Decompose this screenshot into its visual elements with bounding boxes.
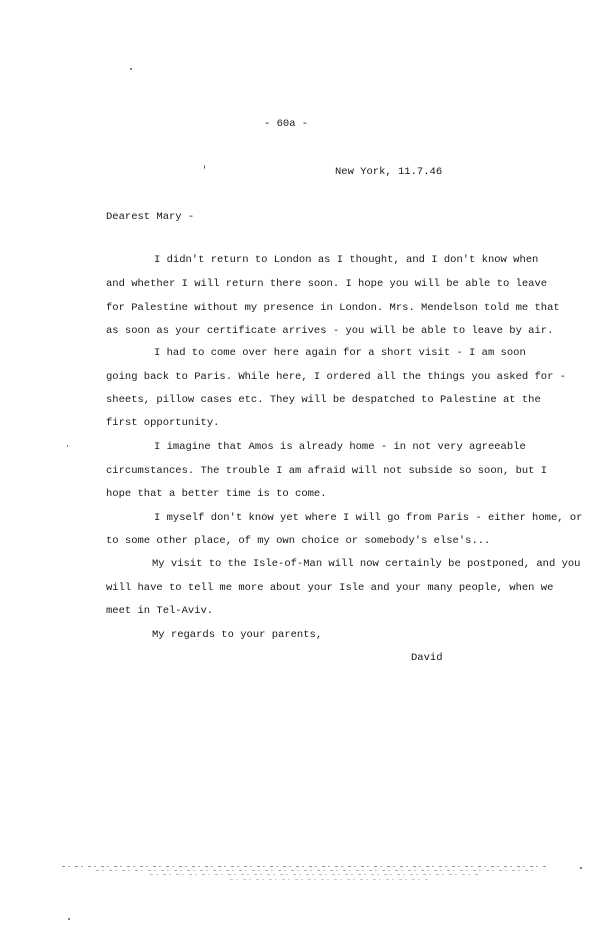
signature: David [411, 652, 443, 664]
body-line: for Palestine without my presence in London. Mrs. Mendelson told me that [106, 302, 560, 314]
body-line: going back to Paris. While here, I ordered all the things you asked for - [106, 371, 566, 383]
body-line: as soon as your certificate arrives - you will be able to leave by air. [106, 325, 554, 337]
salutation: Dearest Mary - [106, 211, 195, 223]
body-line: will have to tell me more about your Isle and your many people, when we [106, 582, 554, 594]
body-line: My visit to the Isle-of-Man will now certainly be postponed, and you [152, 558, 581, 570]
scan-speck [580, 867, 582, 869]
place-date: New York, 11.7.46 [335, 166, 443, 178]
scan-noise [150, 874, 480, 875]
body-line: meet in Tel-Aviv. [106, 605, 214, 617]
body-line: to some other place, of my own choice or somebody's else's... [106, 535, 491, 547]
page-number: - 60a - [264, 118, 309, 130]
scan-noise [230, 879, 430, 880]
body-line: I had to come over here again for a short visit - I am soon [154, 347, 526, 359]
body-line: circumstances. The trouble I am afraid will not subside so soon, but I [106, 465, 548, 477]
scan-speck [68, 918, 70, 920]
body-line: sheets, pillow cases etc. They will be despatched to Palestine at the [106, 394, 541, 406]
body-line: I didn't return to London as I thought, and I don't know when [154, 254, 539, 266]
scan-noise [62, 866, 546, 867]
body-line: and whether I will return there soon. I hope you will be able to leave [106, 278, 548, 290]
scan-speck [67, 445, 68, 447]
body-line: I myself don't know yet where I will go from Paris - either home, or [154, 512, 583, 524]
scan-speck [204, 165, 205, 169]
scan-noise [96, 870, 536, 871]
scan-speck [130, 68, 132, 70]
body-line: I imagine that Amos is already home - in not very agreeable [154, 441, 526, 453]
body-line: hope that a better time is to come. [106, 488, 327, 500]
body-line: first opportunity. [106, 417, 220, 429]
body-line: My regards to your parents, [152, 629, 323, 641]
